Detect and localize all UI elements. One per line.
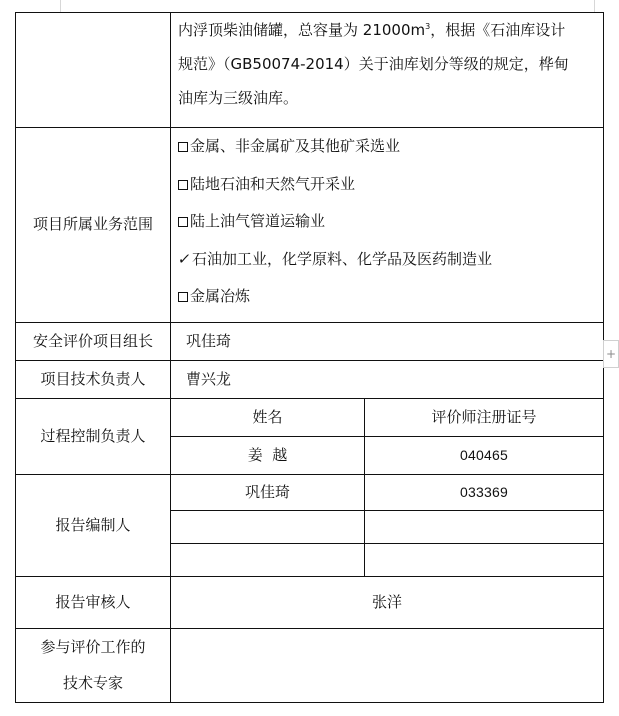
unchecked-checkbox-icon[interactable]: [178, 217, 188, 227]
description-line-1-end: ，根据《石油库设计: [430, 21, 566, 39]
process-control-name: 姜 越: [171, 436, 365, 474]
certificate-column-header: 评价师注册证号: [365, 398, 604, 436]
business-scope-option-petroleum-chemical-label: 石油加工业，化学原料、化学品及医药制造业: [192, 249, 493, 268]
description-line-1-start: 内浮顶柴油储罐，总容量为 21000m: [178, 21, 426, 39]
safety-leader-label: 安全评价项目组长: [16, 322, 171, 360]
top-faint-table-line: [60, 0, 595, 12]
technical-experts-label-line-1: 参与评价工作的: [40, 638, 146, 657]
technical-experts-value: [171, 628, 604, 702]
reviewer-label: 报告审核人: [16, 576, 171, 628]
report-compiler-name-2: [171, 510, 365, 543]
unchecked-checkbox-icon[interactable]: [178, 292, 188, 302]
evaluation-info-table: [15, 12, 604, 703]
business-scope-option-pipeline[interactable]: [178, 209, 595, 247]
report-compiler-label: 报告编制人: [16, 474, 171, 576]
process-control-header-row: [16, 398, 604, 436]
technical-lead-row: [16, 360, 604, 398]
report-compiler-certificate-3: [365, 543, 604, 576]
business-scope-option-pipeline-label: 陆上油气管道运输业: [190, 212, 326, 231]
technical-lead-value: 曹兴龙: [171, 360, 604, 398]
report-compiler-certificate-1: 033369: [365, 474, 604, 510]
safety-leader-row: [16, 322, 604, 360]
technical-experts-row: [16, 628, 604, 702]
cubic-meter-superscript: 3: [425, 22, 431, 31]
unchecked-checkbox-icon[interactable]: [178, 180, 188, 190]
process-control-certificate: 040465: [365, 436, 604, 474]
business-scope-option-onshore-oil-gas-label: 陆地石油和天然气开采业: [190, 174, 356, 193]
business-scope-option-metal-smelting[interactable]: [178, 284, 595, 322]
technical-lead-label: 项目技术负责人: [16, 360, 171, 398]
safety-leader-value: 巩佳琦: [171, 322, 604, 360]
project-description-cell: [171, 13, 604, 128]
project-description-label-cell: [16, 13, 171, 128]
business-scope-label: 项目所属业务范围: [16, 128, 171, 323]
technical-experts-label: [16, 628, 171, 702]
unchecked-checkbox-icon[interactable]: [178, 142, 188, 152]
business-scope-option-mining[interactable]: [178, 134, 595, 172]
business-scope-row: [16, 128, 604, 323]
business-scope-option-metal-smelting-label: 金属冶炼: [190, 287, 251, 306]
process-control-label: 过程控制负责人: [16, 398, 171, 474]
business-scope-options: [171, 128, 604, 323]
report-compiler-name-3: [171, 543, 365, 576]
project-description-line-3: 油库为三级油库。: [178, 89, 299, 107]
project-description-line-2: 规范》（GB50074-2014）关于油库划分等级的规定，桦甸: [178, 55, 569, 73]
plus-icon[interactable]: +: [603, 340, 619, 368]
report-compiler-certificate-2: [365, 510, 604, 543]
check-mark-icon[interactable]: ✓: [176, 249, 193, 268]
project-description-line-1: [178, 13, 595, 47]
name-column-header: 姓名: [171, 398, 365, 436]
business-scope-option-onshore-oil-gas[interactable]: [178, 172, 595, 210]
report-compiler-name-1: 巩佳琦: [171, 474, 365, 510]
project-description-row: [16, 13, 604, 128]
business-scope-option-mining-label: 金属、非金属矿及其他矿采选业: [190, 137, 401, 155]
reviewer-row: [16, 576, 604, 628]
technical-experts-label-line-2: 技术专家: [62, 674, 123, 693]
report-compiler-row-1: [16, 474, 604, 510]
business-scope-option-petroleum-chemical[interactable]: [178, 247, 595, 285]
reviewer-value: 张洋: [171, 576, 604, 628]
